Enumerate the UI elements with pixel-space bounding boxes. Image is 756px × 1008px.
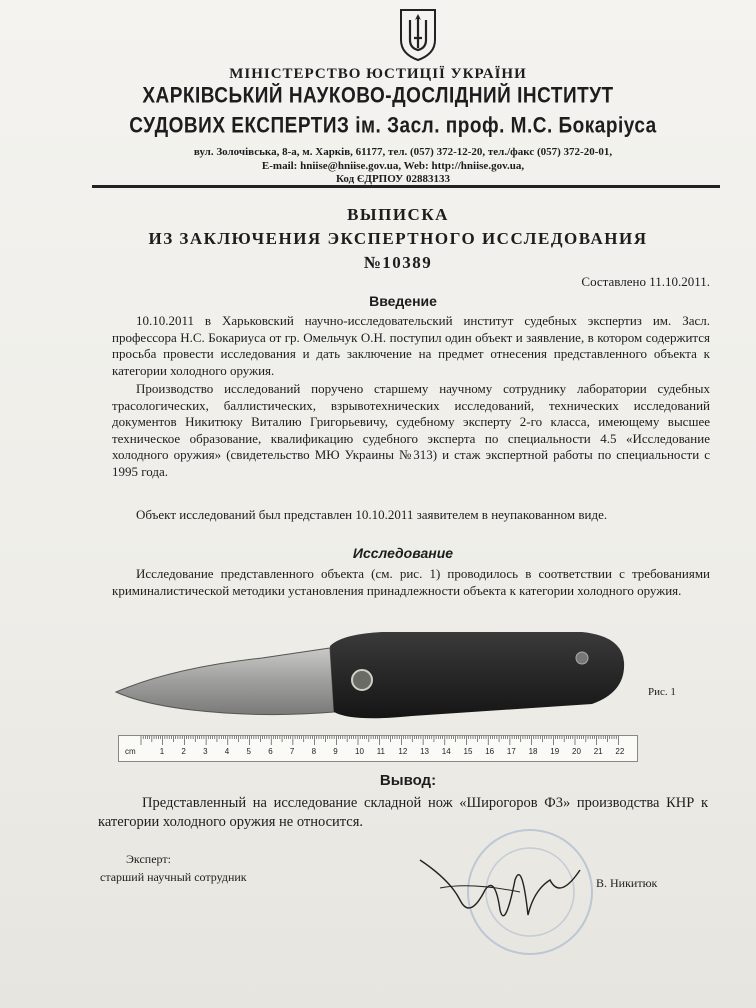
expert-name: В. Никитюк	[596, 876, 658, 890]
ruler-number: 21	[593, 747, 603, 756]
ruler-number: 5	[246, 747, 251, 756]
doc-number: №10389	[363, 253, 433, 272]
institute-name-line2: СУДОВИХ ЕКСПЕРТИЗ ім. Засл. проф. М.С. Бокаріуса	[129, 114, 657, 139]
ruler-number: 11	[376, 747, 385, 756]
ruler-number: 16	[485, 747, 495, 756]
doc-title: ВЫПИСКА	[347, 205, 449, 224]
address-line3: Код ЄДРПОУ 02883133	[336, 173, 450, 185]
trident-emblem-icon	[398, 8, 438, 62]
ruler-number: 17	[506, 747, 516, 756]
signature-image	[410, 820, 610, 970]
research-heading: Исследование	[352, 545, 454, 561]
ruler-number: 13	[420, 747, 429, 756]
ruler-number: 6	[268, 747, 273, 756]
institute-name-line1: ХАРКІВСЬКИЙ НАУКОВО-ДОСЛІДНИЙ ІНСТИТУТ	[142, 84, 614, 109]
research-paragraph: Исследование представленного объекта (см. рис. 1) проводилось в соответствии с требованиями криминалистической методики установления принадлежности объекта к категории холодного оружия.	[112, 566, 710, 598]
ruler-number: 19	[550, 747, 560, 756]
ruler-number: 15	[463, 747, 473, 756]
intro-paragraph-1: 10.10.2011 в Харьковский научно-исследовательский институт судебных экспертиз им. Засл. профессора Н.С. Бокариуса от гр. Омельчук О.Н. поступил один объект и заявление, в котором содержится просьба провести исследования и дать заключение на предмет отнесения представленного объекта к категории холодного оружия.	[112, 313, 710, 378]
ruler-number: 20	[572, 747, 581, 756]
ruler-number: 10	[355, 747, 364, 756]
conclusion-heading: Вывод:	[379, 772, 437, 789]
ruler-number: 9	[333, 747, 338, 756]
ruler-number: 2	[181, 747, 186, 756]
doc-date: Составлено 11.10.2011.	[581, 274, 710, 289]
address-line2: E-mail: hniise@hniise.gov.ua, Web: http://hniise.gov.ua,	[261, 160, 525, 172]
ruler-number: 3	[203, 747, 208, 756]
expert-label: Эксперт:	[126, 852, 171, 866]
address-line1: вул. Золочівська, 8-а, м. Харків, 61177, тел. (057) 372-12-20, тел./факс (057) 372-20-01,	[193, 146, 613, 158]
figure-label: Рис. 1	[648, 686, 676, 698]
intro-heading: Введение	[369, 293, 437, 309]
ruler-unit: cm	[125, 747, 136, 756]
ruler-number: 14	[441, 747, 451, 756]
conclusion-text: Представленный на исследование складной нож «Широгоров Ф3» производства КНР к категории холодного оружия не относится.	[98, 795, 708, 830]
ruler-number: 22	[615, 747, 625, 756]
intro-paragraph-2: Производство исследований поручено старшему научному сотруднику лаборатории судебных трасологических, баллистических, взрывотехнических исследований, технических исследований документов Никитюку Виталию Григорьевичу, судебному эксперту 2-го класса, имеющему высшее техническое образование, квалификацию судебного эксперта по специальности 4.5 «Исследование холодного оружия» (свидетельство МЮ Украины №313) и стаж экспертной работы по специальности с 1995 года.	[112, 381, 710, 479]
expert-position: старший научный сотрудник	[100, 870, 247, 884]
ruler-number: 18	[528, 747, 538, 756]
measuring-ruler	[118, 735, 638, 762]
ruler-number: 7	[289, 747, 295, 756]
ministry-name: МІНІСТЕРСТВО ЮСТИЦІЇ УКРАЇНИ	[229, 66, 527, 82]
ruler-number: 1	[159, 747, 165, 756]
ruler-number: 12	[398, 747, 408, 756]
ruler-number: 8	[311, 747, 317, 756]
doc-subtitle: ИЗ ЗАКЛЮЧЕНИЯ ЭКСПЕРТНОГО ИССЛЕДОВАНИЯ	[148, 229, 648, 248]
header-divider	[92, 185, 720, 188]
intro-paragraph-3: Объект исследований был представлен 10.10.2011 заявителем в неупакованном виде.	[136, 507, 608, 522]
ruler-number: 4	[224, 747, 230, 756]
knife-photo	[112, 622, 636, 732]
